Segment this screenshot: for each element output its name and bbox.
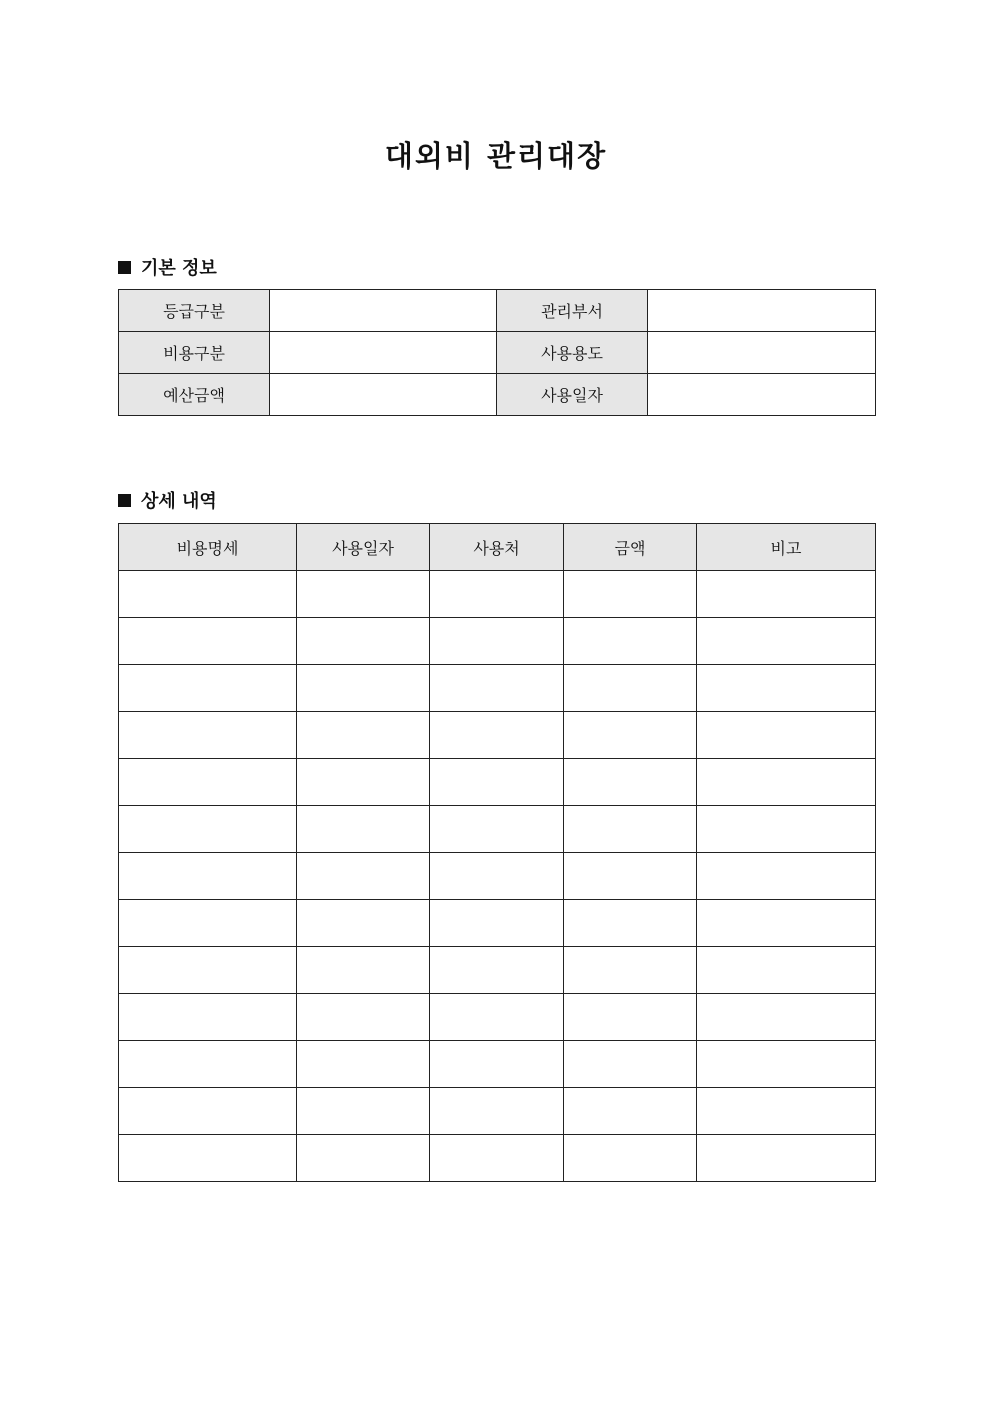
details-heading-label: 상세 내역 [141,491,217,512]
info-label: 관리부서 [497,290,648,332]
table-row [119,618,876,665]
table-cell[interactable] [697,712,876,759]
table-cell[interactable] [430,947,564,994]
table-row [119,806,876,853]
table-cell[interactable] [564,759,697,806]
info-row [119,332,876,374]
table-cell[interactable] [119,947,297,994]
table-row [119,712,876,759]
table-cell[interactable] [564,947,697,994]
table-cell[interactable] [430,806,564,853]
table-cell[interactable] [119,1135,297,1182]
column-header: 비고 [697,524,876,571]
table-cell[interactable] [430,618,564,665]
table-cell[interactable] [297,665,430,712]
table-row [119,900,876,947]
table-row [119,571,876,618]
info-value-field[interactable] [648,374,876,416]
table-cell[interactable] [564,806,697,853]
column-header: 금액 [564,524,697,571]
basic-info-table [118,289,876,416]
table-row [119,947,876,994]
square-bullet-icon [118,494,131,507]
table-cell[interactable] [430,994,564,1041]
table-cell[interactable] [564,853,697,900]
table-cell[interactable] [297,1041,430,1088]
info-label: 사용일자 [497,374,648,416]
table-cell[interactable] [119,712,297,759]
table-cell[interactable] [297,712,430,759]
info-value-field[interactable] [648,290,876,332]
table-cell[interactable] [297,618,430,665]
table-cell[interactable] [430,1135,564,1182]
table-cell[interactable] [297,853,430,900]
table-cell[interactable] [564,1088,697,1135]
info-row [119,290,876,332]
table-cell[interactable] [564,1135,697,1182]
square-bullet-icon [118,261,131,274]
table-cell[interactable] [119,806,297,853]
table-row [119,853,876,900]
table-cell[interactable] [430,900,564,947]
table-cell[interactable] [297,759,430,806]
info-label: 사용용도 [497,332,648,374]
table-cell[interactable] [697,947,876,994]
details-heading [118,487,217,513]
table-row [119,994,876,1041]
info-label: 비용구분 [119,332,270,374]
details-header-row [119,524,876,571]
info-value-field[interactable] [270,332,497,374]
page-title: 대외비 관리대장 [384,139,608,173]
table-cell[interactable] [564,618,697,665]
table-cell[interactable] [297,1135,430,1182]
table-row [119,665,876,712]
table-cell[interactable] [697,759,876,806]
info-value-field[interactable] [270,290,497,332]
table-cell[interactable] [564,665,697,712]
table-row [119,1135,876,1182]
table-cell[interactable] [697,571,876,618]
table-row [119,1088,876,1135]
table-cell[interactable] [564,712,697,759]
table-cell[interactable] [297,1088,430,1135]
column-header: 사용처 [430,524,564,571]
table-cell[interactable] [430,571,564,618]
table-cell[interactable] [119,618,297,665]
info-label: 예산금액 [119,374,270,416]
table-row [119,759,876,806]
table-cell[interactable] [297,571,430,618]
table-cell[interactable] [430,1088,564,1135]
basic-info-heading-label: 기본 정보 [141,258,217,279]
table-cell[interactable] [697,900,876,947]
table-cell[interactable] [119,1088,297,1135]
table-cell[interactable] [119,900,297,947]
info-value-field[interactable] [270,374,497,416]
table-cell[interactable] [430,853,564,900]
table-cell[interactable] [430,665,564,712]
table-cell[interactable] [697,618,876,665]
table-cell[interactable] [119,665,297,712]
table-cell[interactable] [697,665,876,712]
column-header: 사용일자 [297,524,430,571]
table-cell[interactable] [430,759,564,806]
details-table [118,523,876,1182]
table-cell[interactable] [119,1041,297,1088]
info-value-field[interactable] [648,332,876,374]
table-cell[interactable] [564,900,697,947]
table-cell[interactable] [297,900,430,947]
table-cell[interactable] [119,994,297,1041]
table-cell[interactable] [697,994,876,1041]
table-cell[interactable] [564,571,697,618]
table-cell[interactable] [697,1135,876,1182]
table-cell[interactable] [297,994,430,1041]
info-row [119,374,876,416]
column-header: 비용명세 [119,524,297,571]
table-cell[interactable] [119,571,297,618]
table-cell[interactable] [697,806,876,853]
table-cell[interactable] [697,853,876,900]
table-cell[interactable] [119,759,297,806]
table-cell[interactable] [430,712,564,759]
basic-info-heading [118,254,217,280]
table-cell[interactable] [430,1041,564,1088]
table-cell[interactable] [697,1041,876,1088]
table-cell[interactable] [697,1088,876,1135]
table-cell[interactable] [564,1041,697,1088]
table-cell[interactable] [297,947,430,994]
table-cell[interactable] [119,853,297,900]
table-cell[interactable] [564,994,697,1041]
info-label: 등급구분 [119,290,270,332]
table-row [119,1041,876,1088]
table-cell[interactable] [297,806,430,853]
